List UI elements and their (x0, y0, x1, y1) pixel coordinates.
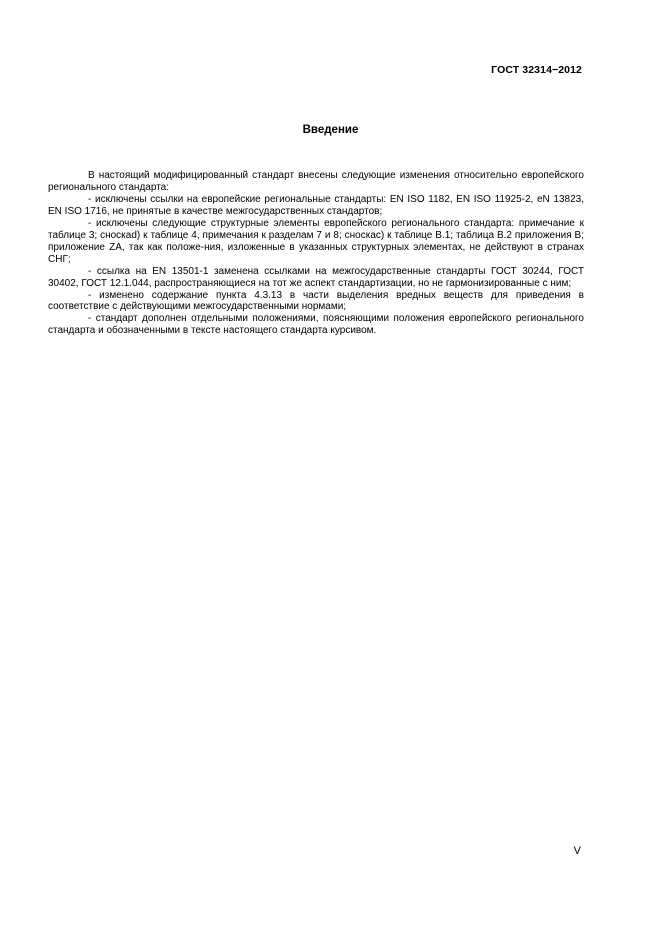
paragraph-replaced-reference: - ссылка на EN 13501-1 заменена ссылками на межгосударственные стандарты ГОСТ 30244, ГОСТ 30402, ГОСТ 12.1.044, распространяющиеся на тот же аспект стандартизации, но не гармонизированные с ним; (48, 265, 584, 289)
section-title: Введение (302, 124, 359, 136)
body-text (48, 170, 584, 337)
paragraph-excluded-elements: - исключены следующие структурные элементы европейского регионального стандарта: примечание к таблице 3; сноскаd) к таблице 4, примечания к разделам 7 и 8; сноскаc) к таблице В.1; таблица В.2 приложения В; приложение ZA, так как положе-ния, изложенные в указанных структурных элементах, не действуют в странах СНГ; (48, 217, 584, 265)
paragraph-additions: - стандарт дополнен отдельными положениями, поясняющими положения европейского регионального стандарта и обозначенными в тексте настоящего стандарта курсивом. (48, 313, 584, 337)
document-code: ГОСТ 32314−2012 (491, 64, 582, 76)
paragraph-changed-clause: - изменено содержание пункта 4.3.13 в части выделения вредных веществ для приведения в соответствие с действующими межгосударственными нормами; (48, 289, 584, 313)
page-number: V (573, 845, 581, 857)
paragraph-excluded-references: - исключены ссылки на европейские региональные стандарты: EN ISO 1182, EN ISO 11925-2, eN 13823, EN ISO 1716, не принятые в качестве межгосударственных стандартов; (48, 193, 584, 217)
paragraph-intro: В настоящий модифицированный стандарт внесены следующие изменения относительно европейского регионального стандарта: (48, 170, 584, 193)
